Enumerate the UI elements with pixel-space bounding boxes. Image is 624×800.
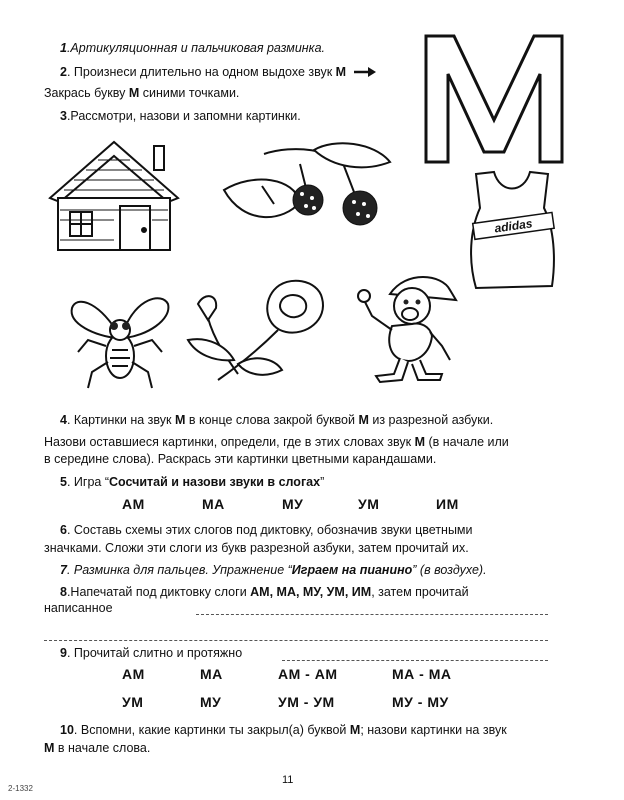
- house-icon: [44, 136, 184, 256]
- big-letter-m-graphic: [420, 28, 568, 166]
- syllable: ИМ: [436, 496, 459, 512]
- task-6-text-2: значками. Сложи эти слоги из букв разрезной азбуки, затем прочитай их.: [44, 541, 469, 555]
- writing-line: [44, 640, 548, 641]
- task-8-text-2: написанное: [44, 601, 113, 615]
- task-7: [60, 562, 487, 578]
- task-8-text-a: .Напечатай под диктовку слоги: [66, 585, 251, 599]
- syllable: УМ - УМ: [278, 694, 335, 710]
- task-4-letter-3: М: [414, 435, 425, 449]
- task-10-text-b: ; назови картинки на звук: [360, 723, 507, 737]
- task-8-syllables: АМ, МА, МУ, УМ, ИМ: [250, 585, 372, 599]
- shirt-icon: [458, 168, 568, 292]
- shirt-brand-text: adidas: [493, 216, 534, 236]
- task-8-text-b: , затем прочитай: [371, 585, 469, 599]
- task-10-letter-1: М: [349, 723, 361, 737]
- task-2-letter: М: [128, 86, 140, 100]
- task-8-line-2: [44, 600, 113, 616]
- task-3-text: .Рассмотри, назови и запомни картинки.: [66, 109, 301, 123]
- syllable: МА - МА: [392, 666, 452, 682]
- task-10-number: 10: [60, 723, 74, 737]
- task-4-text-b: в конце слова закрой буквой: [185, 413, 359, 427]
- task-3-number: 3: [60, 109, 67, 123]
- syllable: АМ: [122, 496, 145, 512]
- task-6-line-1: [60, 522, 473, 538]
- task-5-title: Сосчитай и назови звуки в слогах: [108, 475, 321, 489]
- task-7-title: Играем на пианино: [291, 563, 413, 577]
- fly-icon: [66, 290, 176, 394]
- syllable: МУ: [282, 496, 304, 512]
- task-6-line-2: [44, 540, 469, 556]
- writing-line: [196, 614, 548, 615]
- task-9-text: . Прочитай слитно и протяжно: [66, 646, 243, 660]
- task-7-text-a: . Разминка для пальцев. Упражнение “: [66, 563, 292, 577]
- syllable: МА: [202, 496, 225, 512]
- task-4-line-1: [60, 412, 493, 428]
- task-6-number: 6: [60, 523, 67, 537]
- task-10-text-2: в начале слова.: [54, 741, 151, 755]
- syllable: МА: [200, 666, 223, 682]
- task-3: [60, 108, 301, 124]
- task-2-line-2: [44, 85, 239, 101]
- flower-icon: [178, 270, 338, 390]
- print-code: 2-1332: [8, 784, 33, 793]
- task-7-text-b: ” (в воздухе).: [412, 563, 487, 577]
- house-picture: [44, 136, 184, 256]
- task-6-text-1: . Составь схемы этих слогов под диктовку, обозначив звуки цветными: [66, 523, 473, 537]
- shirt-picture: [458, 168, 568, 292]
- raspberry-icon: [214, 142, 404, 242]
- task-2-number: 2: [60, 65, 67, 79]
- task-4-text-c: из разрезной азбуки.: [368, 413, 494, 427]
- task-5-text-b: ”: [320, 475, 325, 489]
- task-4-line-3-text: в середине слова). Раскрась эти картинки цветными карандашами.: [44, 452, 437, 466]
- task-7-number: 7: [60, 563, 67, 577]
- task-2-line-2-text: Закрась букву: [44, 86, 129, 100]
- writing-line: [282, 660, 548, 661]
- task-9-number: 9: [60, 646, 67, 660]
- poppy-picture: [178, 270, 338, 390]
- task-2-sound: М: [335, 65, 347, 79]
- syllable: АМ - АМ: [278, 666, 338, 682]
- task-5-text-a: . Игра “: [66, 475, 109, 489]
- task-8-number: 8: [60, 585, 67, 599]
- task-4-letter-1: М: [174, 413, 186, 427]
- task-1: [60, 40, 325, 56]
- task-1-text: .Артикуляционная и пальчиковая разминка.: [66, 41, 326, 55]
- task-4-line-2: [44, 434, 509, 450]
- task-1-number: 1: [60, 41, 67, 55]
- syllable: МУ: [200, 694, 222, 710]
- task-4-line-2-text-a: Назови оставшиеся картинки, определи, где в этих словах звук: [44, 435, 415, 449]
- task-4-line-3: [44, 451, 436, 467]
- task-2-line-1: [60, 64, 376, 81]
- task-4-line-2-text-b: (в начале или: [424, 435, 509, 449]
- task-5: [60, 474, 324, 490]
- task-4-number: 4: [60, 413, 67, 427]
- syllable: АМ: [122, 666, 145, 682]
- gnome-icon: [346, 270, 466, 388]
- big-letter-m: [420, 28, 568, 171]
- task-9: [60, 645, 242, 661]
- task-5-number: 5: [60, 475, 67, 489]
- task-10-text-a: . Вспомни, какие картинки ты закрыл(а) буквой: [73, 723, 350, 737]
- task-4-letter-2: М: [358, 413, 369, 427]
- gnome-picture: [346, 270, 466, 388]
- syllable: УМ: [122, 694, 144, 710]
- task-4-text-a: . Картинки на звук: [66, 413, 175, 427]
- task-10-letter-2: М: [44, 741, 55, 755]
- syllable: МУ - МУ: [392, 694, 449, 710]
- task-2-text: . Произнеси длительно на одном выдохе звук: [66, 65, 336, 79]
- raspberry-picture: [214, 142, 404, 242]
- fly-picture: [66, 290, 176, 394]
- task-8-line-1: [60, 584, 469, 600]
- task-2-line-2-end: синими точками.: [139, 86, 240, 100]
- page-number: 11: [282, 774, 294, 786]
- arrow-right-icon: [354, 65, 376, 81]
- task-10-line-1: [60, 722, 507, 738]
- task-10-line-2: [44, 740, 150, 756]
- syllable: УМ: [358, 496, 380, 512]
